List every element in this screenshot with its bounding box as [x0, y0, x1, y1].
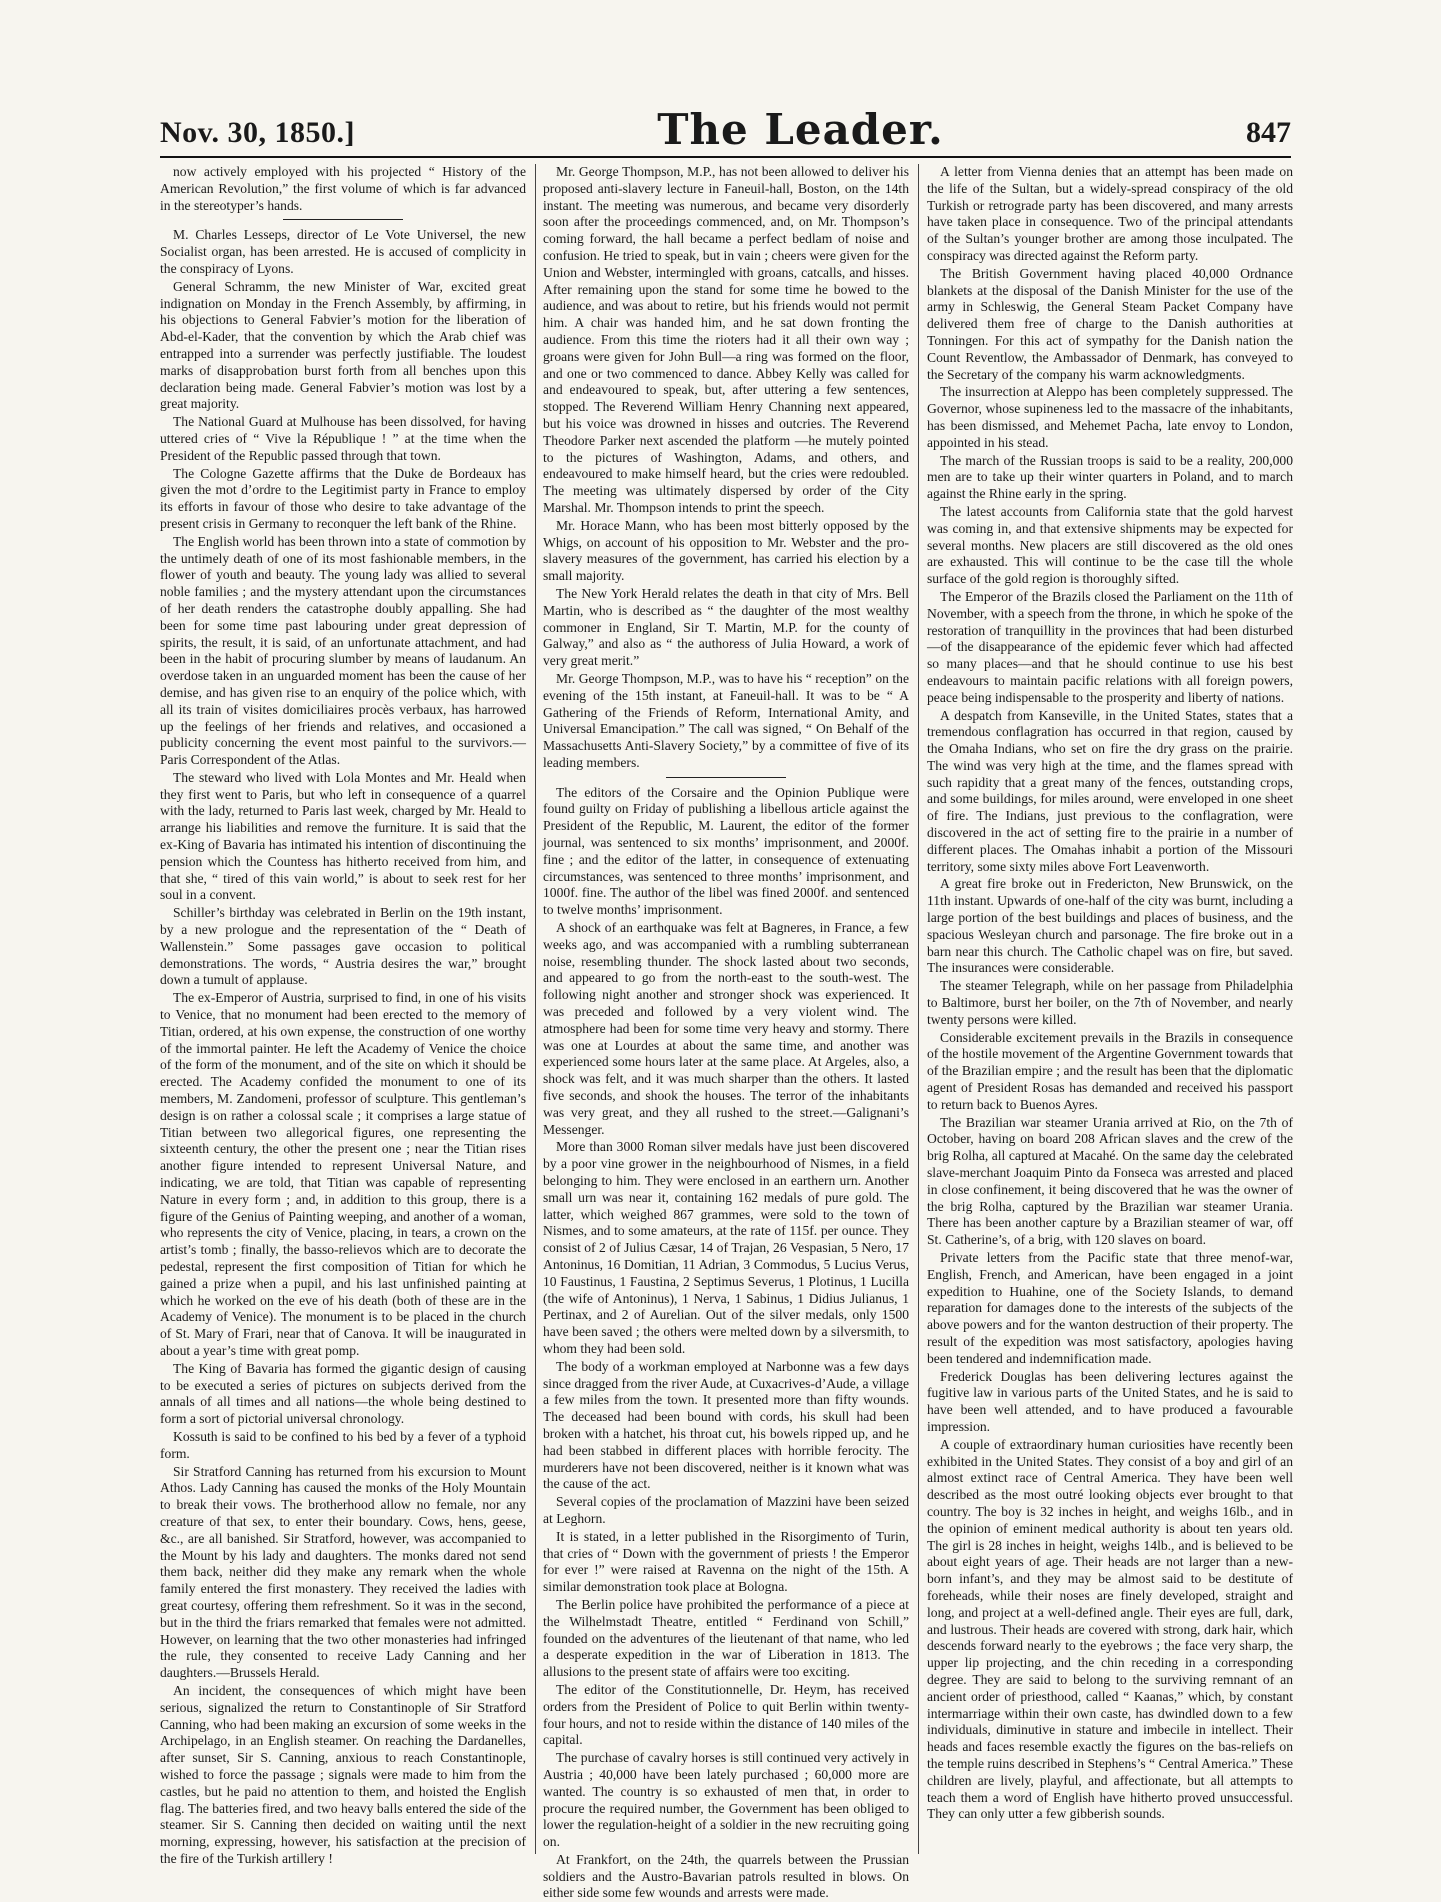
article-paragraph: A shock of an earthquake was felt at Bagneres, in France, a few weeks ago, and was accompanied with a rumbling subterranean noise, resembling thunder. The shock lasted about two seconds, and appeared to go from the north-east to the south-west. The following night another and stronger shock was experienced. It was preceded and followed by a very violent wind. The atmosphere had been for some time very heavy and stormy. There was one at Lourdes at about the same time, and another was experienced some hours later at the same place. At Argeles, also, a shock was felt, and it was much sharper than the others. It lasted five seconds, and shook the houses. The terror of the inhabitants was very great, and they all rushed to the street.—Galignani’s Messenger.	[543, 920, 909, 1137]
article-paragraph: General Schramm, the new Minister of War, excited great indignation on Monday in the French Assembly, by affirming, in his objections to General Fabvier’s motion for the liberation of Abd-el-Kader, that the convention by which the Arab chief was entrapped into a surrender was perfectly justifiable. The loudest marks of disapprobation burst forth from all benches upon this declaration being made. General Fabvier’s motion was lost by a great majority.	[160, 278, 526, 412]
article-paragraph: The Berlin police have prohibited the performance of a piece at the Wilhelmstadt Theatre, entitled “ Ferdinand von Schill,” founded on the adventures of the lieutenant of that name, who led a desperate expedition in the war of Liberation in 1813. The allusions to the present state of affairs were too exciting.	[543, 1596, 909, 1680]
article-paragraph: The steward who lived with Lola Montes and Mr. Heald when they first went to Paris, but who left in consequence of a quarrel with the lady, returned to Paris last week, charged by Mr. Heald to arrange his liabilities and remove the furniture. It is said that the ex-King of Bavaria has intimated his intention of discontinuing the pension which the Countess has hitherto received from him, and that she, “ tired of this vain world,” is about to seek rest for her soul in a convent.	[160, 769, 526, 903]
article-paragraph: The insurrection at Aleppo has been completely suppressed. The Governor, whose supineness led to the massacre of the inhabitants, has been dismissed, and Mehemet Pacha, late envoy to London, appointed in his stead.	[927, 384, 1293, 450]
article-paragraph: The King of Bavaria has formed the gigantic design of causing to be executed a series of pictures on subjects derived from the annals of all times and all nations—the whole being destined to form a sort of pictorial universal chronology.	[160, 1360, 526, 1427]
article-paragraph: The New York Herald relates the death in that city of Mrs. Bell Martin, who is described as “ the daughter of the most wealthy commoner in England, Sir T. Martin, M.P. for the county of Galway,” and also as “ the authoress of Julia Howard, a work of very great merit.”	[543, 585, 909, 669]
section-divider	[666, 777, 786, 778]
page-number: 847	[1246, 116, 1291, 149]
article-paragraph: Mr. George Thompson, M.P., has not been allowed to deliver his proposed anti-slavery lecture in Faneuil-hall, Boston, on the 14th instant. The meeting was numerous, and became very disorderly soon after the proceedings commenced, and, on Mr. Thompson’s coming forward, the hall became a perfect bedlam of noise and confusion. He tried to speak, but in vain ; cheers were given for the Union and Webster, intermingled with groans, catcalls, and hisses. After remaining upon the stand for some time he bowed to the audience, and was about to retire, but his friends would not permit him. A chair was handed him, and he sat down fronting the audience. From this time the rioters had it all their own way ; groans were given for John Bull—a ring was formed on the floor, and one or two commenced to dance. Abbey Kelly was called for and endeavoured to speak, but, after uttering a few sentences, stopped. The Reverend William Henry Channing next appeared, but his voice was drowned in hisses and outcries. The Reverend Theodore Parker next ascended the platform —he mutely pointed to the pictures of Washington, Adams, and others, and endeavoured to make himself heard, but the cries were redoubled. The meeting was ultimately dispersed by order of the City Marshal. Mr. Thompson intends to print the speech.	[543, 164, 909, 515]
article-paragraph: A despatch from Kanseville, in the United States, states that a tremendous conflagration has occurred in that region, caused by the Omaha Indians, who set on fire the dry grass on the prairie. The wind was very high at the time, and the flames spread with such rapidity that a great many of the fences, outstanding crops, and some buildings, for miles around, were enveloped in one sheet of fire. The Indians, just previous to the conflagration, were discovered in the act of setting fire to the prairie in a number of different places. The Omahas inhabit a portion of the Missouri territory, some sixty miles above Fort Leavenworth.	[927, 707, 1293, 874]
column-1	[160, 164, 526, 1866]
page-header	[160, 105, 1291, 158]
article-paragraph: More than 3000 Roman silver medals have just been discovered by a poor vine grower in the neighbourhood of Nismes, in a field belonging to him. They were enclosed in an earthern urn. Another small urn was near it, containing 162 medals of pure gold. The latter, which weighed 867 grammes, were sold to the town of Nismes, and to some amateurs, at the rate of 115f. per ounce. They consist of 2 of Julius Cæsar, 14 of Trajan, 26 Vespasian, 5 Nero, 17 Antoninus, 16 Domitian, 11 Adrian, 3 Commodus, 5 Lucius Verus, 10 Faustinus, 1 Faustina, 2 Septimus Severus, 1 Plotinus, 1 Lucilla (the wife of Antoninus), 1 Nerva, 1 Sabinus, 1 Didius Julianus, 1 Pertinax, and 2 of Aurelian. Out of the silver medals, only 1500 have been saved ; the others were melted down by a silversmith, to whom they had been sold.	[543, 1139, 909, 1356]
column-rule	[535, 164, 536, 1854]
article-paragraph: Considerable excitement prevails in the Brazils in consequence of the hostile movement of the Argentine Government towards that of the Brazilian empire ; and the result has been that the diplomatic agent of President Rosas has demanded and received his passport to return back to Buenos Ayres.	[927, 1029, 1293, 1112]
column-rule	[918, 164, 919, 1854]
article-paragraph: A couple of extraordinary human curiosities have recently been exhibited in the United States. They consist of a boy and girl of an almost extinct race of Central America. They have been well described as the most outré looking objects ever brought to that country. The boy is 32 inches in height, and weighs 16lb., and in the opinion of eminent medical authority is about ten years old. The girl is 28 inches in height, weighs 14lb., and is believed to be about eight years of age. Their heads are not larger than a new-born infant’s, and they may be almost said to be destitute of foreheads, while their noses are finely developed, straight and long, and project at a well-defined angle. Their eyes are full, dark, and lustrous. Their heads are covered with strong, dark hair, which descends forward nearly to the eyebrows ; the face very sharp, the upper lip projecting, and the chin receding in a corresponding degree. They are said to belong to the surviving remnant of an ancient order of priesthood, called “ Kaanas,” which, by constant intermarriage within their own caste, has dwindled down to a few individuals, diminutive in stature and imbecile in intellect. Their heads and faces resemble exactly the figures on the bas-reliefs on the temple ruins described in Stephens’s “ Central America.” These children are lively, playful, and affectionate, but all attempts to teach them a word of English have hitherto proved unsuccessful. They can only utter a few gibberish sounds.	[927, 1436, 1293, 1822]
article-paragraph: Sir Stratford Canning has returned from his excursion to Mount Athos. Lady Canning has caused the monks of the Holy Mountain to break their vows. The brotherhood allow no female, nor any creature of that sex, to enter their boundary. Cows, hens, geese, &c., are all banished. Sir Stratford, however, was accompanied to the Mount by his lady and daughters. The monks dared not send them back, neither did they make any remark when the whole family entered the first monastery. They received the ladies with great courtesy, offering them refreshment. So it was in the second, but in the third the friars remarked that females were not admitted. However, on learning that the two other monasteries had infringed the rule, they consented to receive Lady Canning and her daughters.—Brussels Herald.	[160, 1463, 526, 1681]
article-paragraph: The English world has been thrown into a state of commotion by the untimely death of one of its most fashionable members, in the flower of youth and beauty. The young lady was allied to several noble families ; and the mystery attendant upon the circumstances of her death renders the catastrophe doubly appalling. She had been for some time past labouring under great depression of spirits, the result, it is said, of an unfortunate attachment, and had been in the habit of procuring slumber by means of laudanum. An overdose taken in an unguarded moment has been the cause of her demise, and has given rise to an enquiry of the police which, with all its train of visites domiciliaires procès verbaux, has harrowed up the feelings of her friends and relatives, and occasioned a publicity concerning the event most painful to the survivors.—Paris Correspondent of the Atlas.	[160, 533, 526, 768]
column-2	[543, 164, 909, 1901]
article-paragraph: Kossuth is said to be confined to his bed by a fever of a typhoid form.	[160, 1428, 526, 1461]
article-paragraph: The editors of the Corsaire and the Opinion Publique were found guilty on Friday of publishing a libellous article against the President of the Republic, M. Laurent, the editor of the former journal, was sentenced to six months’ imprisonment, and 2000f. fine ; and the editor of the latter, in consequence of extenuating circumstances, was sentenced to three months’ imprisonment, and 1000f. fine. The author of the libel was fined 2000f. and sentenced to twelve months’ imprisonment.	[543, 784, 909, 918]
article-paragraph: The Cologne Gazette affirms that the Duke de Bordeaux has given the mot d’ordre to the Legitimist party in France to employ its efforts in favour of those who desire to take advantage of the present crisis in Germany to reconquer the left bank of the Rhine.	[160, 465, 526, 531]
article-paragraph: The Emperor of the Brazils closed the Parliament on the 11th of November, with a speech from the throne, in which he spoke of the restoration of tranquillity in the provinces that had been disturbed—of the disappearance of the epidemic fever which had affected so many places—and that he should continue to use his best endeavours to maintain pacific relations with all foreign powers, peace being indispensable to the prosperity and liberty of nations.	[927, 588, 1293, 705]
column-3	[927, 164, 1293, 1854]
article-paragraph: At Frankfort, on the 24th, the quarrels between the Prussian soldiers and the Austro-Bavarian patrols resulted in blows. On either side some few wounds and arrests were made.	[543, 1851, 909, 1901]
article-paragraph: The march of the Russian troops is said to be a reality, 200,000 men are to take up their winter quarters in Poland, and to march against the Rhine early in the spring.	[927, 452, 1293, 502]
article-paragraph: The National Guard at Mulhouse has been dissolved, for having uttered cries of “ Vive la République ! ” at the time when the President of the Republic passed through that town.	[160, 414, 526, 463]
article-paragraph: Private letters from the Pacific state that three menof-war, English, French, and American, have been engaged in a joint expedition to Huahine, one of the Society Islands, to demand reparation for damages done to the interests of the subjects of the above powers and for the wanton destruction of their property. The result of the expedition was most satisfactory, apologies having been tendered and indemnification made.	[927, 1250, 1293, 1366]
article-paragraph: Mr. Horace Mann, who has been most bitterly opposed by the Whigs, on account of his opposition to Mr. Webster and the pro-slavery measures of the government, has carried his election by a small majority.	[543, 517, 909, 584]
section-divider	[283, 219, 403, 220]
article-paragraph: An incident, the consequences of which might have been serious, signalized the return to Constantinople of Sir Stratford Canning, who had been making an excursion of some weeks in the Archipelago, in an English steamer. On reaching the Dardanelles, after sunset, Sir S. Canning, anxious to reach Constantinople, wished to force the passage ; signals were made to him from the castles, but he paid no attention to them, and hoisted the English flag. The batteries fired, and two heavy balls entered the side of the steamer. Sir S. Canning then decided on waiting until the next morning, expressing, however, his satisfaction at the precision of the fire of the Turkish artillery !	[160, 1682, 526, 1866]
article-paragraph: The ex-Emperor of Austria, surprised to find, in one of his visits to Venice, that no monument had been erected to the memory of Titian, ordered, at his own expense, the construction of one worthy of the immortal painter. He left the Academy of Venice the choice of the form of the monument, and of the site on which it should be erected. The Academy confided the monument to one of its members, M. Zandomeni, professor of sculpture. This gentleman’s design is on rather a colossal scale ; it comprises a large statue of Titian between two allegorical figures, one representing the sixteenth century, the other the present one ; near the Titian rises another figure intended to represent Universal Nature, and indicating, we are told, that Titian was capable of representing Nature in every form ; and, in addition to this group, there is a figure of the Genius of Painting weeping, and another of a woman, who represents the city of Venice, placing, in tears, a crown on the artist’s tomb ; finally, the basso-relievos which are to decorate the pedestal, represent the first composition of Titian for which he gained a prize when a pupil, and his last unfinished painting at which he worked on the eve of his death (both of these are in the Academy of Venice). The monument is to be placed in the church of St. Mary of Frari, near that of Canova. It will be inaugurated in about a year’s time with great pomp.	[160, 990, 526, 1358]
article-paragraph: The Brazilian war steamer Urania arrived at Rio, on the 7th of October, having on board 208 African slaves and the crew of the brig Rolha, all captured at Macahé. On the same day the celebrated slave-merchant Joaquim Pinto da Fonseca was arrested and placed in close confinement, it being discovered that he was the owner of the brig Rolha, captured by the Brazilian war steamer Urania. There has been another capture by a Brazilian steamer of war, off St. Catherine’s, of a brig, with 120 slaves on board.	[927, 1114, 1293, 1248]
article-paragraph: It is stated, in a letter published in the Risorgimento of Turin, that cries of “ Down with the government of priests ! the Emperor for ever !” were raised at Ravenna on the night of the 15th. A similar demonstration took place at Bologna.	[543, 1528, 909, 1595]
article-paragraph: The British Government having placed 40,000 Ordnance blankets at the disposal of the Danish Minister for the use of the army in Schleswig, the General Steam Packet Company have delivered them free of charge to the Danish authorities at Tonningen. For this act of sympathy for the Danish nation the Count Reventlow, the Ambassador of Denmark, has conveyed to the Secretary of the company his warm acknowledgments.	[927, 265, 1293, 382]
article-paragraph: The body of a workman employed at Narbonne was a few days since dragged from the river Aude, at Cuxacrives-d’Aude, a village a few miles from the town. It presented more than fifty wounds. The deceased had been bound with cords, his skull had been broken with a hatchet, his throat cut, his bowels ripped up, and he had been stabbed in different places with horrible ferocity. The murderers have not been discovered, neither is it known what was the cause of the act.	[543, 1358, 909, 1492]
article-paragraph: M. Charles Lesseps, director of Le Vote Universel, the new Socialist organ, has been arrested. He is accused of complicity in the conspiracy of Lyons.	[160, 227, 526, 276]
issue-date: Nov. 30, 1850.]	[160, 116, 355, 149]
article-paragraph: The editor of the Constitutionnelle, Dr. Heym, has received orders from the President of Police to quit Berlin within twenty-four hours, and not to reside within the distance of 140 miles of the capital.	[543, 1681, 909, 1748]
article-paragraph: The purchase of cavalry horses is still continued very actively in Austria ; 40,000 have been lately purchased ; 60,000 more are wanted. The country is so exhausted of men that, in order to procure the required number, the Government has been obliged to lower the regulation-height of a soldier in the new recruiting going on.	[543, 1750, 909, 1850]
article-paragraph: A letter from Vienna denies that an attempt has been made on the life of the Sultan, but a widely-spread conspiracy of the old Turkish or retrograde party has been discovered, and many arrests have taken place in consequence. Two of the principal attendants of the Sultan’s younger brother are among those inculpated. The conspiracy was directed against the Reform party.	[927, 164, 1293, 263]
article-paragraph: A great fire broke out in Fredericton, New Brunswick, on the 11th instant. Upwards of one-half of the city was burnt, including a large portion of the best buildings and places of business, and the spacious Wesleyan church and parsonage. The fire broke out in a barn near this church. The Catholic chapel was on fire, but saved. The insurances were considerable.	[927, 876, 1293, 976]
article-paragraph: The steamer Telegraph, while on her passage from Philadelphia to Baltimore, burst her boiler, on the 7th of November, and nearly twenty persons were killed.	[927, 978, 1293, 1027]
article-paragraph: now actively employed with his projected “ History of the American Revolution,” the first volume of which is far advanced in the stereotyper’s hands.	[160, 164, 526, 213]
article-paragraph: Several copies of the proclamation of Mazzini have been seized at Leghorn.	[543, 1494, 909, 1526]
article-paragraph: Frederick Douglas has been delivering lectures against the fugitive law in various parts of the United States, and he is said to have been well attended, and to have produced a favourable impression.	[927, 1368, 1293, 1434]
article-paragraph: Mr. George Thompson, M.P., was to have his “ reception” on the evening of the 15th instant, at Faneuil-hall. It was to be “ A Gathering of the Friends of Reform, International Amity, and Universal Emancipation.” The call was signed, “ On Behalf of the Massachusetts Anti-Slavery Society,” by a committee of five of its leading members.	[543, 670, 909, 770]
article-paragraph: The latest accounts from California state that the gold harvest was coming in, and that extensive shipments may be expected for several months. New placers are still discovered as the old ones are exhausted. This will continue to be the case till the whole surface of the gold region is thoroughly sifted.	[927, 503, 1293, 587]
masthead-title: The Leader.	[657, 105, 944, 154]
article-paragraph: Schiller’s birthday was celebrated in Berlin on the 19th instant, by a new prologue and the representation of the “ Death of Wallenstein.” Some passages gave occasion to political demonstrations. The words, “ Austria desires the war,” brought down a tumult of applause.	[160, 905, 526, 988]
